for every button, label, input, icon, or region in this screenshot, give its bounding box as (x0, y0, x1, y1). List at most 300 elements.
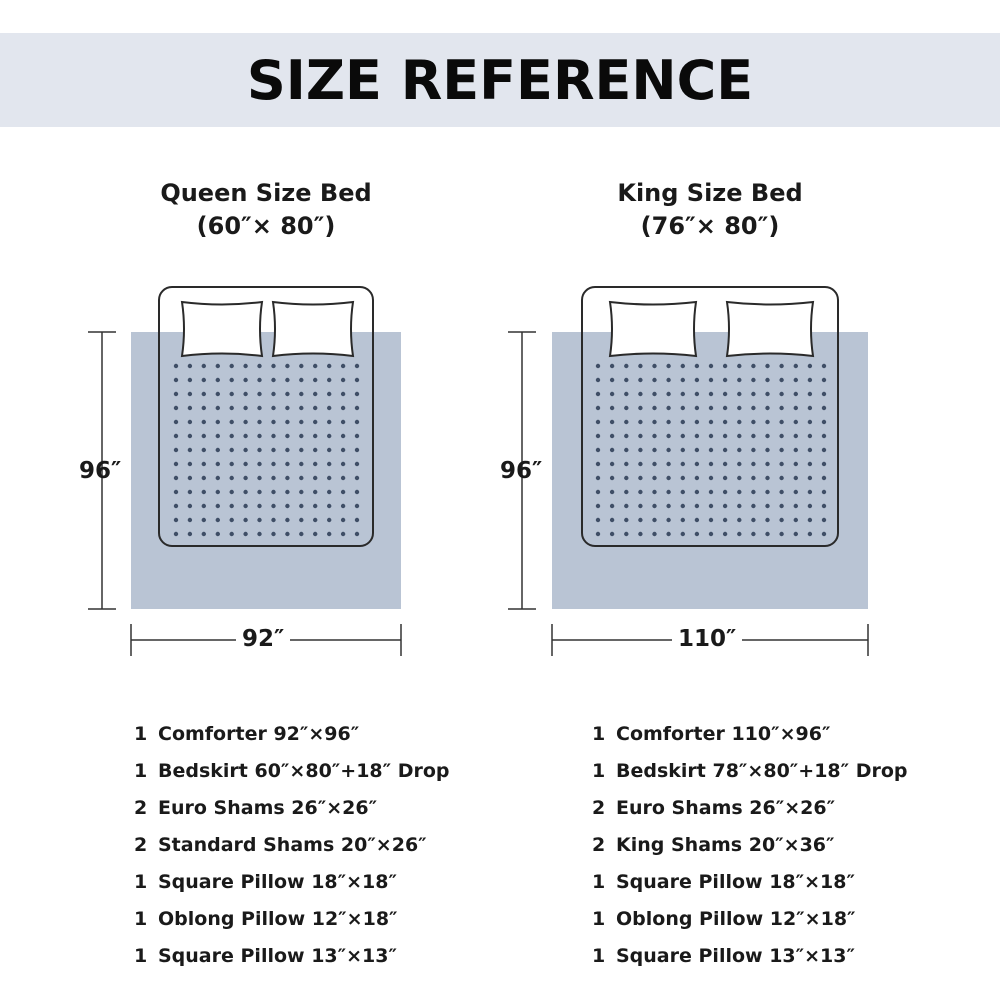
dot (638, 420, 642, 424)
dot (765, 518, 769, 522)
dot (794, 490, 798, 494)
dot (257, 476, 261, 480)
dot (779, 532, 783, 536)
dot (596, 476, 600, 480)
dot (230, 476, 234, 480)
dot (285, 490, 289, 494)
dot (681, 406, 685, 410)
dot (327, 392, 331, 396)
dot (313, 490, 317, 494)
dot (355, 476, 359, 480)
dot (271, 364, 275, 368)
dot (737, 476, 741, 480)
dot (188, 378, 192, 382)
dot (681, 490, 685, 494)
dot (243, 434, 247, 438)
king-item-list (592, 715, 908, 974)
queen-pillow-right (273, 302, 353, 356)
dot (327, 532, 331, 536)
dot (808, 378, 812, 382)
dot (779, 364, 783, 368)
dot (652, 476, 656, 480)
dot (230, 364, 234, 368)
dot (624, 406, 628, 410)
dot (808, 518, 812, 522)
dot (681, 434, 685, 438)
dot (695, 378, 699, 382)
dot (341, 434, 345, 438)
queen-height-label: 96″ (79, 458, 122, 484)
dot (779, 448, 783, 452)
item-text: Euro Shams 26″×26″ (158, 796, 378, 819)
dot (355, 392, 359, 396)
dot (202, 532, 206, 536)
item-qty: 2 (134, 796, 148, 819)
queen-pillow-left (182, 302, 262, 356)
dot (808, 364, 812, 368)
queen-comforter (131, 332, 401, 609)
dot (610, 392, 614, 396)
dot (808, 392, 812, 396)
dot (737, 532, 741, 536)
dot (652, 504, 656, 508)
dot (638, 476, 642, 480)
dot (751, 406, 755, 410)
dot (610, 504, 614, 508)
dot (610, 462, 614, 466)
dot (666, 532, 670, 536)
dot (624, 504, 628, 508)
dot (313, 364, 317, 368)
dot (765, 364, 769, 368)
dot (174, 420, 178, 424)
dot (737, 518, 741, 522)
dot (271, 532, 275, 536)
dot (808, 448, 812, 452)
queen-diagram (88, 287, 401, 656)
dot (257, 406, 261, 410)
dot (341, 504, 345, 508)
dot (596, 364, 600, 368)
king-diagram (508, 287, 868, 656)
dot (709, 364, 713, 368)
dot (737, 448, 741, 452)
dot (695, 420, 699, 424)
dot (174, 448, 178, 452)
dot (709, 476, 713, 480)
dot (638, 490, 642, 494)
dot (723, 448, 727, 452)
dot (174, 476, 178, 480)
dot (681, 378, 685, 382)
item-qty: 1 (134, 944, 148, 967)
dot (765, 490, 769, 494)
list-item (134, 715, 450, 752)
dot (666, 434, 670, 438)
dot (624, 476, 628, 480)
dot (188, 476, 192, 480)
dot (313, 434, 317, 438)
dot (596, 420, 600, 424)
dot (216, 462, 220, 466)
dot (709, 406, 713, 410)
dot (638, 448, 642, 452)
dot (794, 518, 798, 522)
dot (695, 462, 699, 466)
item-text: Square Pillow 18″×18″ (158, 870, 397, 893)
dot (299, 518, 303, 522)
dot (202, 462, 206, 466)
dot (751, 378, 755, 382)
dot (624, 462, 628, 466)
dot (299, 364, 303, 368)
dot (257, 518, 261, 522)
dot (709, 518, 713, 522)
dot (666, 518, 670, 522)
dot (216, 364, 220, 368)
dot (822, 532, 826, 536)
dot (666, 378, 670, 382)
dot (794, 420, 798, 424)
dot (822, 434, 826, 438)
dot (652, 448, 656, 452)
dot (695, 392, 699, 396)
dot (652, 392, 656, 396)
dot (822, 392, 826, 396)
dot (794, 364, 798, 368)
dot (313, 378, 317, 382)
dot (624, 448, 628, 452)
dot (709, 448, 713, 452)
dot (327, 406, 331, 410)
dot (216, 518, 220, 522)
item-qty: 1 (592, 759, 606, 782)
king-name: King Size Bed (617, 179, 803, 207)
dot (202, 504, 206, 508)
dot (765, 406, 769, 410)
dot (327, 364, 331, 368)
dot (765, 504, 769, 508)
dot (624, 392, 628, 396)
dot (243, 364, 247, 368)
dot (610, 518, 614, 522)
dot (230, 434, 234, 438)
dot (666, 364, 670, 368)
item-text: King Shams 20″×36″ (616, 833, 835, 856)
dot (230, 406, 234, 410)
dot (257, 448, 261, 452)
dot (765, 448, 769, 452)
dot (327, 504, 331, 508)
dot (624, 532, 628, 536)
dot (666, 406, 670, 410)
dot (313, 476, 317, 480)
dot (202, 448, 206, 452)
dot (313, 532, 317, 536)
list-item (134, 789, 450, 826)
dot (230, 378, 234, 382)
dot (355, 406, 359, 410)
dot (638, 462, 642, 466)
dot (808, 476, 812, 480)
dot (681, 392, 685, 396)
dot (341, 392, 345, 396)
dot (355, 420, 359, 424)
dot (751, 476, 755, 480)
dot (202, 364, 206, 368)
dot (230, 532, 234, 536)
dot (765, 434, 769, 438)
dot (610, 476, 614, 480)
dot (822, 420, 826, 424)
dot (737, 490, 741, 494)
dot (243, 532, 247, 536)
dot (638, 364, 642, 368)
dot (638, 406, 642, 410)
item-text: Standard Shams 20″×26″ (158, 833, 427, 856)
list-item (592, 789, 908, 826)
dot (355, 490, 359, 494)
dot (737, 392, 741, 396)
dot (285, 462, 289, 466)
dot (299, 420, 303, 424)
dot (596, 448, 600, 452)
list-item (134, 937, 450, 974)
dot (243, 490, 247, 494)
list-item (592, 715, 908, 752)
dot (174, 378, 178, 382)
dot (341, 406, 345, 410)
dot (188, 490, 192, 494)
item-text: Square Pillow 13″×13″ (158, 944, 397, 967)
dot (737, 420, 741, 424)
dot (299, 504, 303, 508)
item-text: Oblong Pillow 12″×18″ (616, 907, 856, 930)
dot (723, 392, 727, 396)
dot (341, 518, 345, 522)
dot (624, 420, 628, 424)
dot (299, 434, 303, 438)
dot (709, 532, 713, 536)
dot (299, 490, 303, 494)
dot (271, 406, 275, 410)
list-item (134, 826, 450, 863)
dot (299, 462, 303, 466)
dot (243, 378, 247, 382)
dot (822, 504, 826, 508)
dot (681, 448, 685, 452)
dot (174, 532, 178, 536)
dot (794, 462, 798, 466)
king-width-label: 110″ (672, 626, 742, 652)
dot (765, 476, 769, 480)
dot (299, 448, 303, 452)
dot (808, 532, 812, 536)
queen-width-label: 92″ (236, 626, 290, 652)
dot (610, 532, 614, 536)
dot (243, 476, 247, 480)
dot (765, 532, 769, 536)
dot (723, 434, 727, 438)
dot (610, 406, 614, 410)
dot (230, 392, 234, 396)
dot (652, 406, 656, 410)
dot (652, 518, 656, 522)
dot (355, 364, 359, 368)
dot (174, 490, 178, 494)
dot (341, 378, 345, 382)
dot (695, 434, 699, 438)
list-item (592, 826, 908, 863)
dot (243, 504, 247, 508)
dot (737, 504, 741, 508)
dot (285, 406, 289, 410)
dot (188, 462, 192, 466)
item-qty: 1 (134, 722, 148, 745)
king-comforter (552, 332, 868, 609)
dot (638, 518, 642, 522)
dot (243, 420, 247, 424)
dot (822, 406, 826, 410)
dot (695, 532, 699, 536)
dot (313, 392, 317, 396)
dot (230, 504, 234, 508)
dot (652, 462, 656, 466)
dot (652, 420, 656, 424)
item-text: Comforter 92″×96″ (158, 722, 360, 745)
dot (652, 490, 656, 494)
dot (695, 364, 699, 368)
dot (174, 392, 178, 396)
dot (638, 434, 642, 438)
dot (257, 434, 261, 438)
item-text: Oblong Pillow 12″×18″ (158, 907, 398, 930)
dot (596, 434, 600, 438)
dot (174, 518, 178, 522)
dot (666, 504, 670, 508)
dot (765, 420, 769, 424)
dot (313, 420, 317, 424)
dot (313, 406, 317, 410)
dot (327, 490, 331, 494)
dot (779, 476, 783, 480)
dot (624, 434, 628, 438)
dot (709, 392, 713, 396)
dot (285, 504, 289, 508)
dot (188, 392, 192, 396)
dot (737, 378, 741, 382)
dot (652, 434, 656, 438)
dot (652, 378, 656, 382)
dot (341, 364, 345, 368)
item-qty: 2 (134, 833, 148, 856)
dot (285, 392, 289, 396)
dot (808, 490, 812, 494)
dot (327, 518, 331, 522)
dot (230, 448, 234, 452)
dot (355, 462, 359, 466)
dot (188, 504, 192, 508)
dot (666, 392, 670, 396)
dot (243, 392, 247, 396)
dot (313, 448, 317, 452)
dot (822, 364, 826, 368)
dot (313, 518, 317, 522)
item-qty: 1 (134, 759, 148, 782)
dot (709, 420, 713, 424)
king-pillow-right (727, 302, 813, 356)
list-item (592, 752, 908, 789)
dot (285, 532, 289, 536)
dot (188, 434, 192, 438)
dot (327, 420, 331, 424)
item-qty: 1 (592, 722, 606, 745)
dot (723, 364, 727, 368)
dot (737, 434, 741, 438)
dot (216, 434, 220, 438)
dot (666, 462, 670, 466)
dot (723, 490, 727, 494)
dot (709, 462, 713, 466)
dot (779, 406, 783, 410)
dot (666, 490, 670, 494)
king-size: (76″× 80″) (640, 212, 780, 240)
list-item (592, 900, 908, 937)
dot (355, 518, 359, 522)
dot (610, 434, 614, 438)
dot (779, 462, 783, 466)
dot (257, 504, 261, 508)
dot (243, 406, 247, 410)
dot (355, 378, 359, 382)
item-text: Bedskirt 78″×80″+18″ Drop (616, 759, 908, 782)
dot (271, 392, 275, 396)
dot (271, 448, 275, 452)
dot (341, 532, 345, 536)
dot (681, 518, 685, 522)
dot (596, 392, 600, 396)
dot (174, 462, 178, 466)
dot (737, 364, 741, 368)
dot (695, 476, 699, 480)
dot (779, 490, 783, 494)
dot (596, 532, 600, 536)
dot (652, 532, 656, 536)
dot (779, 392, 783, 396)
dot (188, 448, 192, 452)
dot (216, 490, 220, 494)
dot (751, 434, 755, 438)
dot (285, 448, 289, 452)
dot (681, 462, 685, 466)
dot (794, 448, 798, 452)
dot (695, 504, 699, 508)
dot (355, 434, 359, 438)
dot (610, 364, 614, 368)
dot (624, 364, 628, 368)
list-item (134, 752, 450, 789)
dot (822, 518, 826, 522)
dot (202, 406, 206, 410)
dot (257, 392, 261, 396)
dot (341, 476, 345, 480)
item-text: Square Pillow 13″×13″ (616, 944, 855, 967)
dot (271, 476, 275, 480)
queen-size: (60″× 80″) (196, 212, 336, 240)
dot (765, 462, 769, 466)
page-title: SIZE REFERENCE (246, 48, 754, 112)
dot (257, 462, 261, 466)
